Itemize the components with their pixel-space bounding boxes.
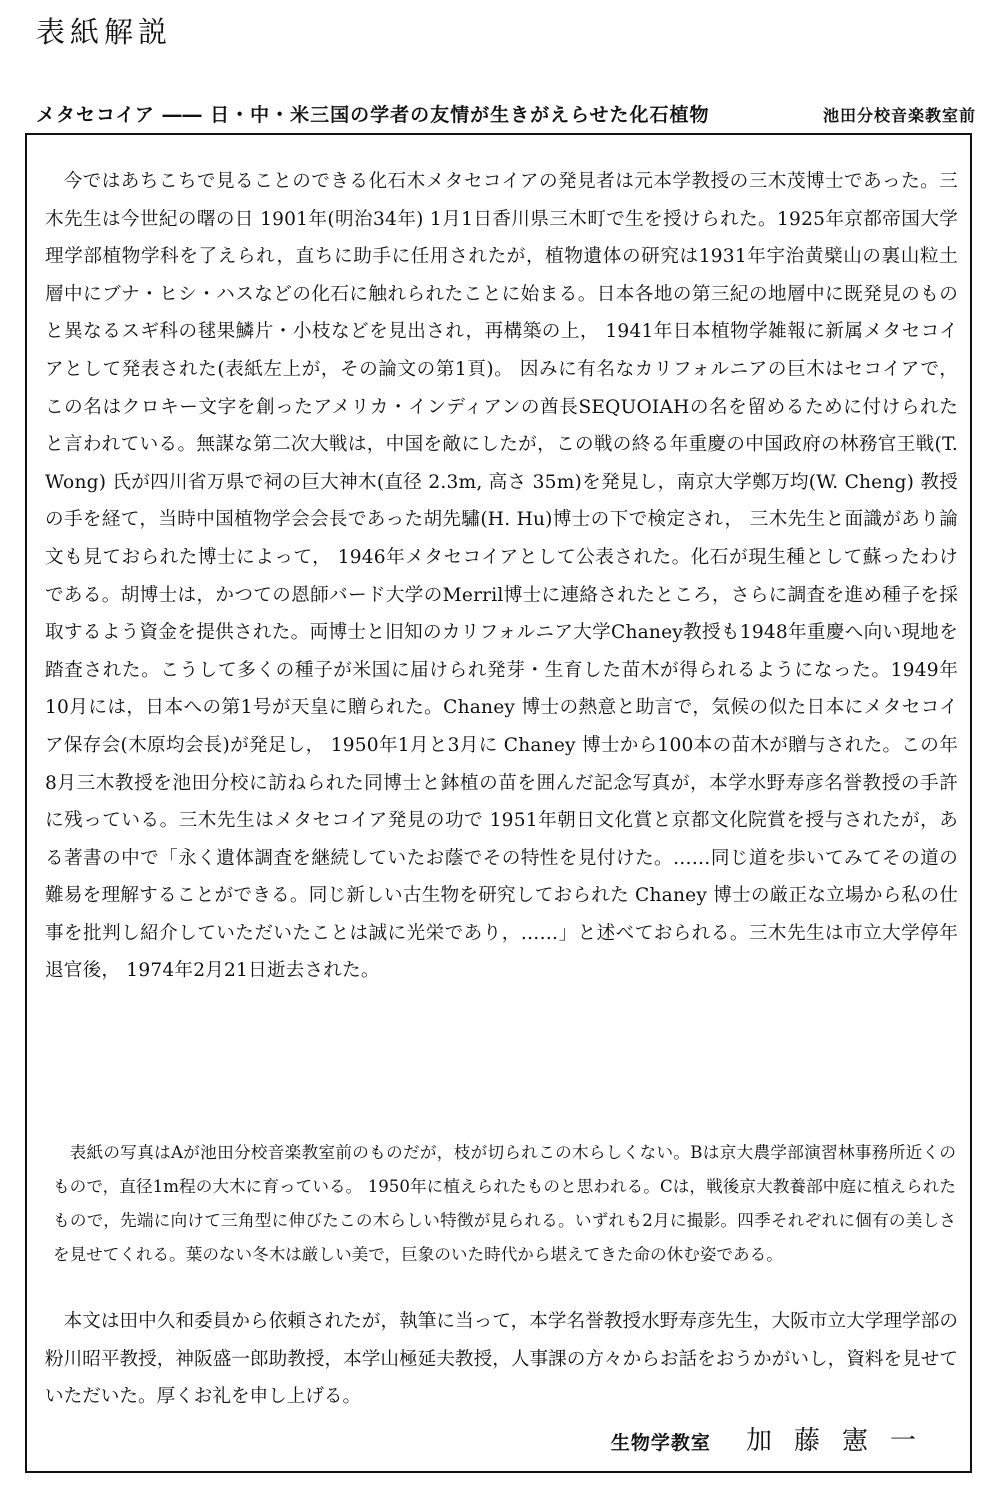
signature [611, 1420, 938, 1457]
photo-location: 池田分校音楽教室前 [822, 106, 976, 125]
article-frame [25, 133, 972, 1473]
signature-department: 生物学教室 [610, 1432, 711, 1454]
article-subtitle: メタセコイア ―― 日・中・米三国の学者の友情が生きがえらせた化石植物 [36, 104, 710, 126]
photo-note: 表紙の写真はAが池田分校音楽教室前のものだが，枝が切られこの木らしくない。Bは京大農学部演習林事務所近くのもので，直径1m程の大木に育っている。 1950年に植えられたものと思われる。Cは，戦後京大教養部中庭に植えられたもので，先端に向けて三角型に伸びたこの木らしい特徴が見られる。いずれも2月に撮影。四季それぞれに個有の美しさを見せてくれる。葉のない冬木は厳しい美で，巨象のいた時代から堪えてきた命の休む姿である。 [53, 1143, 956, 1264]
page-title: 表紙解説 [36, 15, 173, 49]
acknowledgment: 本文は田中久和委員から依頼されたが，執筆に当って，本学名誉教授水野寿彦先生，大阪市立大学理学部の粉川昭平教授，神阪盛一郎助教授，本学山極延夫教授，人事課の方々からお話をおうかがいし，資料を見せていただいた。厚くお礼を申し上げる。 [45, 1311, 958, 1408]
main-text: 今ではあちこちで見ることのできる化石木メタセコイアの発見者は元本学教授の三木茂博士であった。三木先生は今世紀の曙の日 1901年(明治34年) 1月1日香川県三木町で生を授けられた。1925年京都帝国大学理学部植物学科を了えられ，直ちに助手に任用されたが，植物遺体の研究は1931年宇治黄檗山の裏山粒土層中にブナ・ヒシ・ハスなどの化石に触れられたことに始まる。日本各地の第三紀の地層中に既発見のものと異なるスギ科の毬果鱗片・小枝などを見出され，再構築の上， 1941年日本植物学雑報に新属メタセコイアとして発表された(表紙左上が，その論文の第1頁)。 因みに有名なカリフォルニアの巨木はセコイアで，この名はクロキー文字を創ったアメリカ・インディアンの酋長SEQUOIAHの名を留めるために付けられたと言われている。無謀な第二次大戦は，中国を敵にしたが，この戦の終る年重慶の中国政府の林務官王戦(T. Wong) 氏が四川省万県で祠の巨大神木(直径 2.3m, 高さ 35m)を発見し，南京大学鄭万均(W. Cheng) 教授の手を経て，当時中国植物学会会長であった胡先驌(H. Hu)博士の下で検定され， 三木先生と面識があり論文も見ておられた博士によって， 1946年メタセコイアとして公表された。化石が現生種として蘇ったわけである。胡博士は，かつての恩師バード大学のMerril博士に連絡されたところ，さらに調査を進め種子を採取するよう資金を提供された。両博士と旧知のカリフォルニア大学Chaney教授も1948年重慶へ向い現地を踏査された。こうして多くの種子が米国に届けられ発芽・生育した苗木が得られるようになった。1949年10月には，日本への第1号が天皇に贈られた。Chaney 博士の熱意と助言で，気候の似た日本にメタセコイア保存会(木原均会長)が発足し， 1950年1月と3月に Chaney 博士から100本の苗木が贈与された。この年8月三木教授を池田分校に訪ねられた同博士と鉢植の苗を囲んだ記念写真が，本学水野寿彦名誉教授の手許に残っている。三木先生はメタセコイア発見の功で 1951年朝日文化賞と京都文化院賞を授与されたが，ある著書の中で「永く遺体調査を継続していたお蔭でその特性を見付けた。……同じ道を歩いてみてその道の難易を理解することができる。同じ新しい古生物を研究しておられた Chaney 博士の厳正な立場から私の仕事を批判し紹介していただいたことは誠に光栄であり，……」と述べておられる。三木先生は市立大学停年退官後， 1974年2月21日逝去された。 [45, 171, 958, 982]
subtitle-row [36, 100, 976, 130]
signature-author: 加藤憲一 [745, 1426, 938, 1456]
